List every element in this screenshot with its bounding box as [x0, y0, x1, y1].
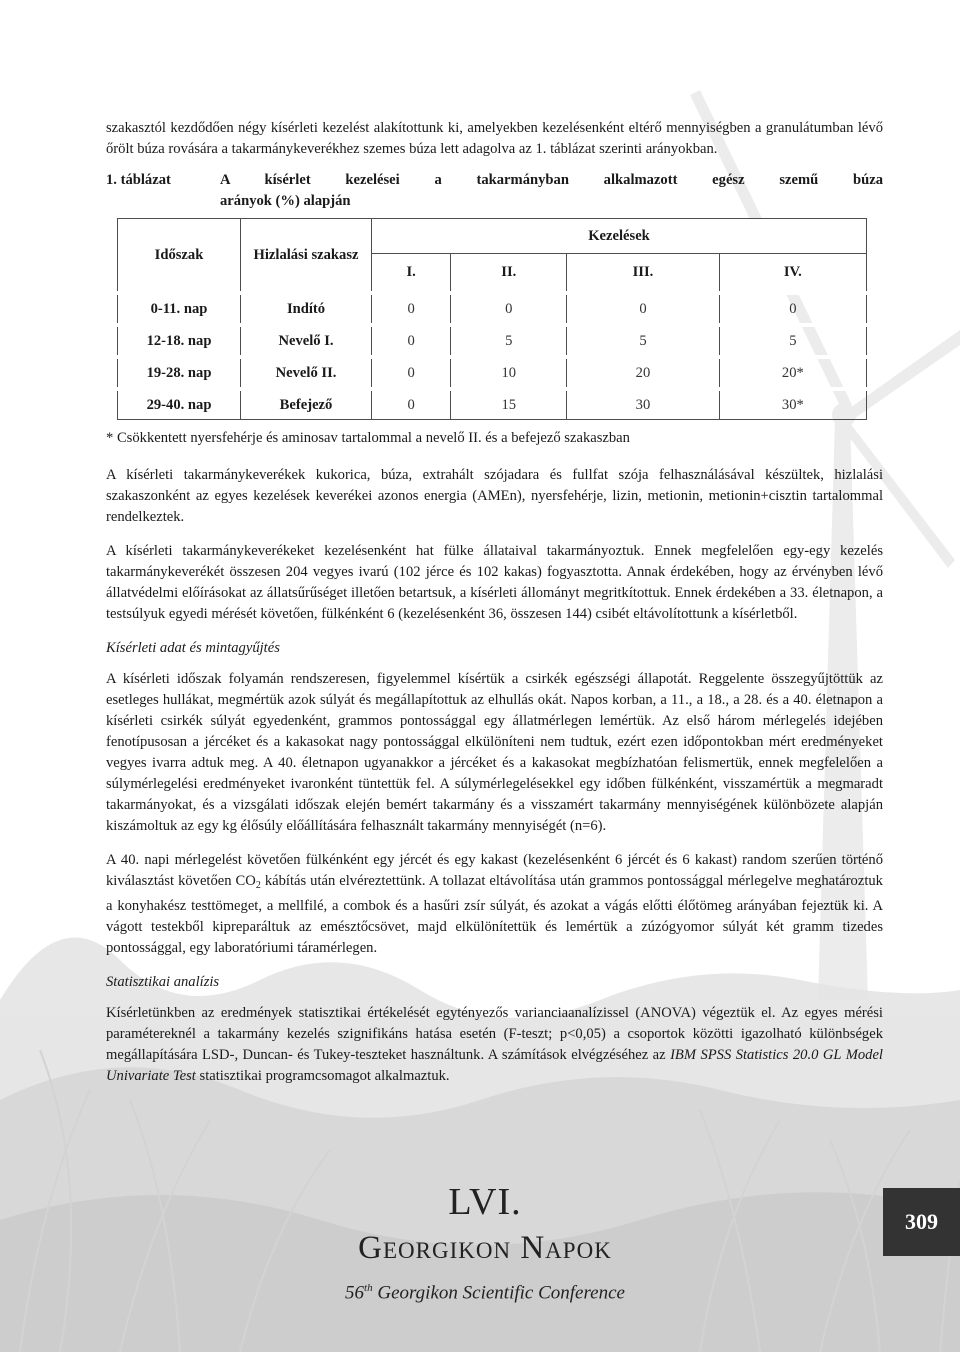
section-heading-stats: Statisztikai analízis [106, 974, 220, 990]
header-phase: Hizlalási szakasz [241, 219, 372, 294]
row-period: 0-11. nap [118, 293, 241, 325]
row-value: 0 [372, 325, 451, 357]
row-phase: Nevelő I. [241, 325, 372, 357]
row-value: 0 [372, 389, 451, 420]
row-value: 30* [719, 389, 866, 420]
paragraph-slaughter [106, 850, 883, 959]
table-caption [106, 170, 883, 191]
header-period: Időszak [118, 219, 241, 294]
paragraph-statistics-a: Kísérletünkben az eredmények statisztikai értékelését egytényezős varianciaanalízissel (ANOVA) végeztük el. Az egyes mérési paramétereknél a takarmány kezelés szignifikáns hatása esetén (F-teszt; p<0,05) a csoportok közötti igazolható különbségek megállapítására LSD-, Duncan- és Tukey-teszteket használtunk. A számítások elvégzéséhez az [106, 1005, 883, 1063]
paragraph-feeding: A kísérleti takarmánykeverékeket kezelésenként hat fülke állataival takarmányoztuk. Ennek megfelelően egy-egy kezelés takarmánykeverékét összesen 204 vegyes ivarú (102 jérce és 102 kakas) fogyasztotta. Annak érdekében, hogy az érvényben lévő állatvédelmi előírásokat az állatsűrűséget illetően betartsuk, a kísérleti állományt megritkítottuk. Ennek érdekében a 33. életnapon, a testsúlyuk egyedi mérését követően, fülkénként 6 (kezelésenként 36, összesen 144) csibét eltávolítottunk a kísérletből. [106, 543, 883, 622]
table-row [118, 389, 867, 420]
row-value: 20 [567, 357, 719, 389]
row-period: 19-28. nap [118, 357, 241, 389]
page-number: 309 [883, 1188, 960, 1256]
paragraph-slaughter-b: kábítás után elvéreztettünk. A tollazat eltávolítása után grammos pontossággal mérlegelve meghatároztuk a konyhakész testtömeget, a mellfilé, a combok és a hasűri zsír súlyát, és azokat a vágás előtti élőtömeg arányában fejeztük ki. A vágott testekből kipreparáltuk az emésztőcsövet, majd elkülönítettük és lemértük a zúzógyomor súlyát két gramm tizedes pontossággal, egy laboratóriumi táramérlegen. [106, 873, 883, 956]
header-treatments: Kezelések [372, 219, 867, 254]
row-value: 0 [719, 293, 866, 325]
conference-sub-rest: Georgikon Scientific Conference [372, 1282, 625, 1304]
paragraph-feed: A kísérleti takarmánykeverékek kukorica, búza, extrahált szójadara és fullfat szója felhasználásával készültek, hizlalási szakaszonként az egyes kezelések keverékei azonos energia (AMEn), nyersfehérje, lizin, metionin, metionin+cisztin tartalommal rendelkeztek. [106, 467, 883, 525]
header-col-2: II. [451, 254, 567, 293]
paragraph-statistics [106, 1003, 883, 1087]
table-label: 1. táblázat [106, 172, 171, 188]
row-value: 0 [372, 293, 451, 325]
table-row [118, 293, 867, 325]
row-period: 29-40. nap [118, 389, 241, 420]
intro-paragraph: szakasztól kezdődően négy kísérleti kezelést alakítottunk ki, amelyekben kezelésenként eltérő mennyiségben a granulátumban lévő őrölt búza rovására a takarmánykeverékhez szemes búza lett adagolva az 1. táblázat szerinti arányokban. [106, 120, 883, 157]
row-phase: Indító [241, 293, 372, 325]
conference-subtitle [300, 1282, 670, 1304]
paragraph-statistics-b: statisztikai programcsomagot alkalmaztuk. [195, 1068, 450, 1084]
row-phase: Befejező [241, 389, 372, 420]
conference-number: LVI. [448, 1181, 522, 1223]
conference-footer [300, 1180, 670, 1304]
row-value: 10 [451, 357, 567, 389]
row-value: 5 [451, 325, 567, 357]
header-col-1: I. [372, 254, 451, 293]
row-value: 5 [567, 325, 719, 357]
table-caption-line2: arányok (%) alapján [220, 193, 351, 209]
table-row [118, 325, 867, 357]
conference-name: Georgikon Napok [358, 1230, 612, 1266]
row-value: 15 [451, 389, 567, 420]
software-name: IBM SPSS Statistics 20.0 GL Model Univariate Test [106, 1047, 883, 1084]
header-col-3: III. [567, 254, 719, 293]
conference-sub-sup: th [364, 1282, 373, 1294]
row-phase: Nevelő II. [241, 357, 372, 389]
table-row [118, 357, 867, 389]
section-heading-data: Kísérleti adat és mintagyűjtés [106, 640, 280, 656]
paragraph-slaughter-a: A 40. napi mérlegelést követően fülkénként egy jércét és egy kakast (kezelésenként 6 jércét és 6 kakast) random szerűen történő kiválasztást követően CO [106, 852, 883, 889]
row-period: 12-18. nap [118, 325, 241, 357]
article-body [106, 118, 883, 1100]
header-col-4: IV. [719, 254, 866, 293]
treatment-table [117, 218, 867, 420]
co2-subscript: 2 [255, 880, 261, 891]
row-value: 20* [719, 357, 866, 389]
row-value: 0 [372, 357, 451, 389]
row-value: 0 [567, 293, 719, 325]
table-footnote: * Csökkentett nyersfehérje és aminosav tartalommal a nevelő II. és a befejező szakaszban [106, 430, 630, 446]
conference-sub-prefix: 56 [345, 1282, 365, 1304]
paragraph-data-collection: A kísérleti időszak folyamán rendszeresen, figyelemmel kísértük a csirkék egészségi állapotát. Reggelente összegyűjtöttük az esetleges hullákat, megmértük azok súlyát és megállapítottuk az elhullás okát. Napos korban, a 11., a 18., a 28. és a 40. életnapon a kísérleti csirkék súlyát egyedenként, grammos pontossággal egy állatmérlegen lemértük. Az első három mérlegelés idejében fenotípusosan a jércéket és a kakasokat nagy pontossággal elkülöníteni nem tudtuk, ezért ezen időpontokban mért eredményeket vegyes ivarra adtuk meg. A 40. életnapon ugyanakkor a jércéket és a kakasokat megbízhatóan felismertük, ennek megfelelően a súlymérlegelési eredményeket ivaronként tüntettük fel. A súlymérlegelésekkel egy időben fülkénként, visszamértük a megmaradt takarmányokat, és a vizsgálati időszak elején bemért takarmány és a visszamért takarmány mennyiségének különbözete alapján kiszámoltuk az egy kg élősúly előállítására felhasznált takarmány mennyiségét (n=6). [106, 671, 883, 834]
table-caption-line1: A kísérlet kezelései a takarmányban alkalmazott egész szemű búza [220, 172, 883, 188]
row-value: 30 [567, 389, 719, 420]
row-value: 5 [719, 325, 866, 357]
row-value: 0 [451, 293, 567, 325]
